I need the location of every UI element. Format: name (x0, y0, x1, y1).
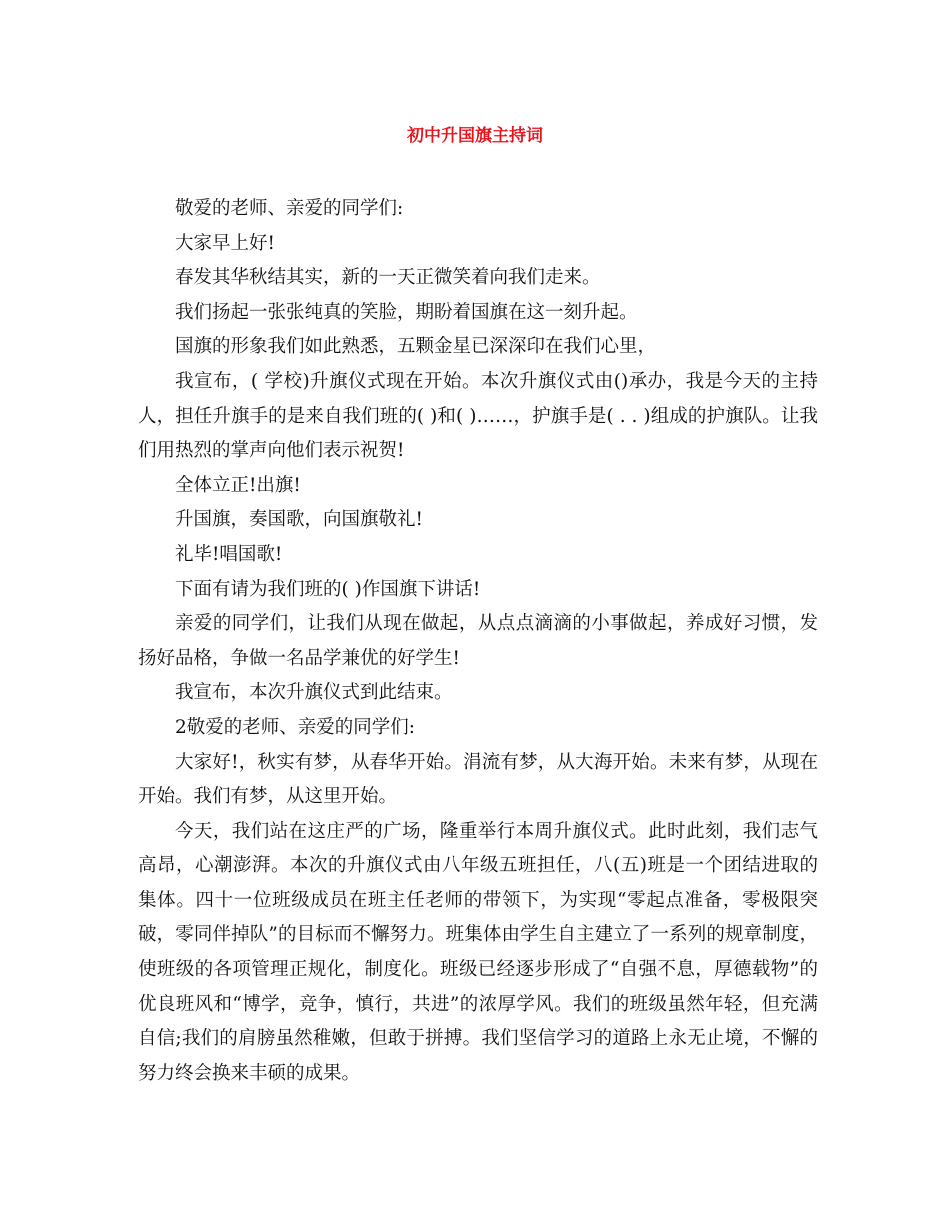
paragraph-smiles: 我们扬起一张张纯真的笑脸，期盼着国旗在这一刻升起。 (175, 301, 638, 323)
paragraph-spring: 春发其华秋结其实，新的一天正微笑着向我们走来。 (175, 267, 601, 289)
paragraph-anthem: 礼毕!唱国歌! (175, 543, 283, 565)
document-title: 初中升国旗主持词 (407, 126, 543, 146)
paragraph-flag-image: 国旗的形象我们如此熟悉，五颗金星已深深印在我们心里， (175, 336, 657, 358)
paragraph-habits: 亲爱的同学们，让我们从现在做起，从点点滴滴的小事做起，养成好习惯，发扬好品格，争做一名品学兼优的好学生! (138, 613, 818, 669)
paragraph-attention: 全体立正!出旗! (175, 474, 301, 496)
paragraph-greeting-2: 2敬爱的老师、亲爱的同学们: (175, 716, 416, 738)
paragraph-class-intro: 今天，我们站在这庄严的广场，隆重举行本周升旗仪式。此时此刻，我们志气高昂，心潮澎湃。本次的升旗仪式由八年级五班担任，八(五)班是一个团结进取的集体。四十一位班级成员在班主任老师的带领下，为实现“零起点准备，零极限突破，零同伴掉队”的目标而不懈努力。班集体由学生自主建立了一系列的规章制度，使班级的各项管理正规化，制度化。班级已经逐步形成了“自强不息，厚德载物”的优良班风和“博学，竞争，慎行，共进”的浓厚学风。我们的班级虽然年轻，但充满自信;我们的肩膀虽然稚嫩，但敢于拼搏。我们坚信学习的道路上永无止境，不懈的努力终会换来丰硕的成果。 (138, 820, 818, 1084)
document-body (138, 192, 818, 1091)
paragraph-speech: 下面有请为我们班的( )作国旗下讲话! (175, 578, 481, 600)
paragraph-ceremony-start: 我宣布，( 学校)升旗仪式现在开始。本次升旗仪式由()承办，我是今天的主持人，担任升旗手的是来自我们班的( )和( )……，护旗手是( . . )组成的护旗队。让我们用热烈的掌声向他们表示祝贺! (138, 370, 818, 462)
paragraph-good-morning: 大家早上好! (175, 232, 275, 254)
paragraph-greeting: 敬爱的老师、亲爱的同学们: (175, 198, 404, 219)
paragraph-dreams: 大家好!，秋实有梦，从春华开始。涓流有梦，从大海开始。未来有梦，从现在开始。我们有梦，从这里开始。 (138, 751, 818, 808)
paragraph-ceremony-end: 我宣布，本次升旗仪式到此结束。 (175, 682, 453, 704)
paragraph-raise-flag: 升国旗，奏国歌，向国旗敬礼! (175, 509, 423, 531)
